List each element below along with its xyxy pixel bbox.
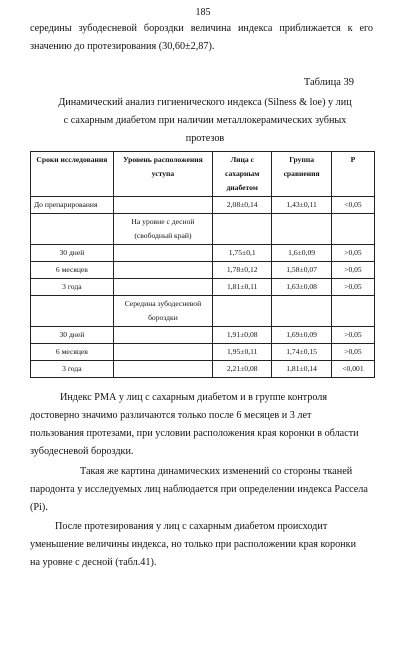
- cell-p: [331, 296, 374, 327]
- cell-control: 1,6±0,09: [272, 245, 332, 262]
- cell-diabetes: 2,08±0,14: [213, 197, 272, 214]
- cell-level: [113, 279, 212, 296]
- cell-level: Середина зубодесневой бороздки: [113, 296, 212, 327]
- cell-level: [113, 245, 212, 262]
- intro-line-2: значению до протезирования (30,60±2,87).: [30, 41, 215, 52]
- table-row: [31, 214, 375, 245]
- table-title-line-3: протезов: [185, 133, 225, 144]
- intro-line-1: середины зубодесневой бороздки величина индекса приближается к его: [30, 23, 373, 34]
- header-control: Группа сравнения: [272, 152, 332, 197]
- cell-diabetes: 1,91±0,08: [213, 327, 272, 344]
- cell-level: [113, 344, 212, 361]
- cell-control: [272, 214, 332, 245]
- para3-line-1: Такая же картина динамических изменений со стороны тканей: [80, 466, 353, 477]
- table-row: [31, 296, 375, 327]
- cell-p: >0,05: [331, 344, 374, 361]
- header-p: P: [331, 152, 374, 197]
- cell-p: <0,001: [331, 361, 374, 378]
- page-number: 185: [195, 7, 211, 18]
- cell-term: [31, 296, 114, 327]
- cell-p: [331, 214, 374, 245]
- para2-line-2: достоверно значимо различаются только после 6 месяцев и 3 лет: [30, 410, 312, 421]
- cell-level: [113, 361, 212, 378]
- cell-control: 1,74±0,15: [272, 344, 332, 361]
- paragraph-after-prosthetics: [30, 518, 373, 572]
- cell-diabetes: 2,21±0,08: [213, 361, 272, 378]
- cell-diabetes: [213, 214, 272, 245]
- cell-diabetes: 1,81±0,11: [213, 279, 272, 296]
- table-label: Таблица 39: [303, 77, 354, 88]
- para2-line-4: зубодесневой бороздки.: [30, 446, 134, 457]
- table-row: [31, 279, 375, 296]
- cell-p: >0,05: [331, 327, 374, 344]
- cell-level: [113, 327, 212, 344]
- header-term: Сроки исследования: [31, 152, 114, 197]
- cell-p: <0,05: [331, 197, 374, 214]
- para2-line-3: пользования протезами, при условии расположения края коронки в области: [30, 428, 359, 439]
- table-row: [31, 344, 375, 361]
- para2-line-1: Индекс РМА у лиц с сахарным диабетом и в группе контроля: [60, 392, 328, 403]
- cell-diabetes: 1,95±0,11: [213, 344, 272, 361]
- para3-line-2: пародонта у исследуемых лиц наблюдается при определении индекса Рассела: [30, 484, 368, 495]
- table-header-row: [31, 152, 375, 197]
- cell-term: 3 года: [31, 361, 114, 378]
- cell-term: 6 месяцев: [31, 344, 114, 361]
- cell-control: 1,69±0,09: [272, 327, 332, 344]
- table-row: [31, 197, 375, 214]
- cell-p: >0,05: [331, 279, 374, 296]
- intro-paragraph: [30, 20, 373, 56]
- para3-line-3: (Pi).: [30, 502, 48, 513]
- cell-level: [113, 197, 212, 214]
- cell-control: 1,43±0,11: [272, 197, 332, 214]
- cell-diabetes: 1,75±0,1: [213, 245, 272, 262]
- cell-p: >0,05: [331, 245, 374, 262]
- table-row: [31, 361, 375, 378]
- cell-control: 1,58±0,07: [272, 262, 332, 279]
- table-row: [31, 327, 375, 344]
- table-row: [31, 262, 375, 279]
- cell-p: >0,05: [331, 262, 374, 279]
- table-title-line-1: Динамический анализ гигиенического индекса (Silness & loe) у лиц: [58, 97, 352, 108]
- cell-term: 30 дней: [31, 327, 114, 344]
- cell-control: [272, 296, 332, 327]
- table-title-line-2: с сахарным диабетом при наличии металлокерамических зубных: [63, 115, 347, 126]
- cell-diabetes: 1,78±0,12: [213, 262, 272, 279]
- header-level: Уровень расположения уступа: [113, 152, 212, 197]
- para4-line-1: После протезирования у лиц с сахарным диабетом происходит: [55, 521, 328, 532]
- cell-diabetes: [213, 296, 272, 327]
- table-title: [30, 94, 380, 148]
- cell-term: 3 года: [31, 279, 114, 296]
- cell-control: 1,81±0,14: [272, 361, 332, 378]
- table-row: [31, 245, 375, 262]
- para4-line-3: на уровне с десной (табл.41).: [30, 557, 157, 568]
- cell-level: На уровне с десной (свободный край): [113, 214, 212, 245]
- header-diabetes: Лица с сахарным диабетом: [213, 152, 272, 197]
- para4-line-2: уменьшение величины индекса, но только при расположении края коронки: [30, 539, 357, 550]
- cell-term: [31, 214, 114, 245]
- cell-control: 1,63±0,08: [272, 279, 332, 296]
- cell-term: 30 дней: [31, 245, 114, 262]
- paragraph-pma: [30, 389, 373, 461]
- data-table: [30, 151, 375, 378]
- cell-level: [113, 262, 212, 279]
- cell-term: 6 месяцев: [31, 262, 114, 279]
- cell-term: До препарирования: [31, 197, 114, 214]
- paragraph-russell: [30, 463, 373, 517]
